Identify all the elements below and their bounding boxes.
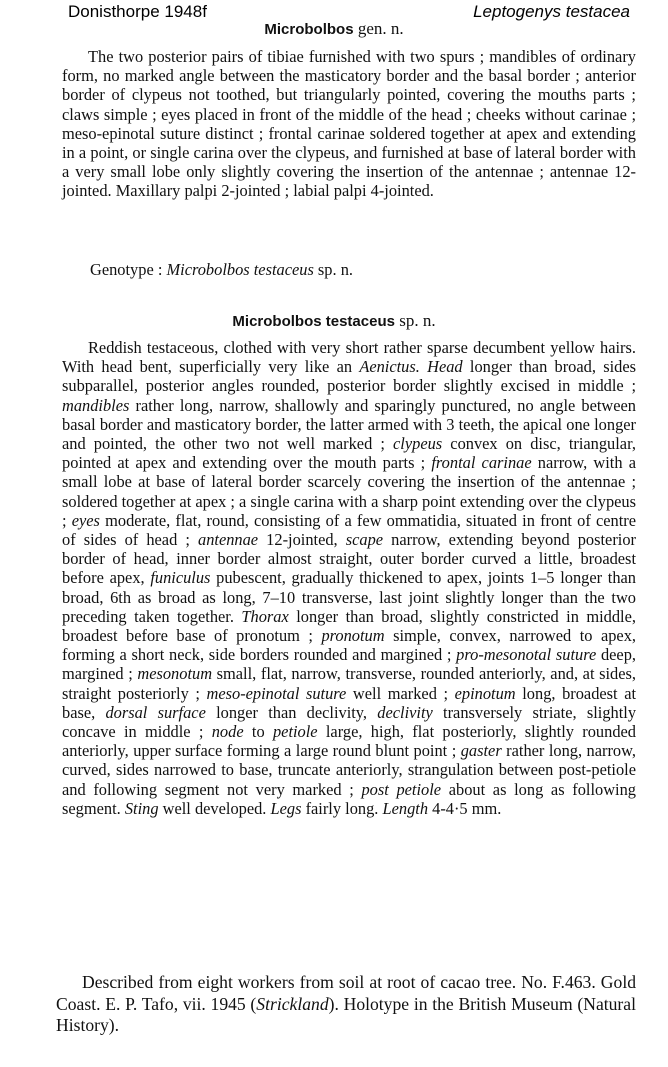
genotype-suffix: sp. n. bbox=[313, 260, 353, 279]
species-description: Reddish testaceous, clothed with very short rather sparse decumbent yellow hairs. With head bent, superficially very like an Aenictus. Head longer than broad, sides subparallel, posterior angles rounded, posterior border slightly excised in middle ; mandibles rather long, narrow, shallowly and sparingly punctured, no angle between basal border and masticatory border, the latter armed with 3 teeth, the apical one longer and pointed, the other two not well marked ; clypeus convex on disc, triangular, pointed at apex and extending over the mouth parts ; frontal carinae narrow, with a small lobe at base of lateral border scarcely covering the insertion of the antennae ; soldered together at apex ; a single carina with a sharp point extending over the clypeus ; eyes moderate, flat, round, consisting of a few ommatidia, situated in front of centre of sides of head ; antennae 12-jointed, scape narrow, extending beyond posterior border of head, inner border almost straight, outer border curved a little, broadest before apex, funiculus pubescent, gradually thickened to apex, joints 1–5 longer than broad, 6th as broad as long, 7–10 transverse, last joint slightly longer than the two preceding taken together. Thorax longer than broad, slightly constricted in middle, broadest before base of pronotum ; pronotum simple, convex, narrowed to apex, forming a short neck, side borders rounded and margined ; pro-mesonotal suture deep, margined ; mesonotum small, flat, narrow, transverse, rounded anteriorly, and, at sides, straight posteriorly ; meso-epinotal suture well marked ; epinotum long, broadest at base, dorsal surface longer than declivity, declivity transversely striate, slightly concave in middle ; node to petiole large, high, flat posteriorly, slightly rounded anteriorly, upper surface forming a large round blunt point ; gaster rather long, narrow, curved, sides narrowed to base, truncate anteriorly, strangulation between post-petiole and following segment not very marked ; post petiole about as long as following segment. Sting well developed. Legs fairly long. Length 4-4·5 mm. bbox=[62, 338, 637, 818]
genotype-line bbox=[90, 260, 353, 280]
genotype-label: Genotype : bbox=[90, 260, 167, 279]
species-suffix: sp. n. bbox=[394, 311, 436, 330]
genotype-name: Microbolbos testaceus bbox=[166, 260, 314, 279]
material-examined: Described from eight workers from soil at root of cacao tree. No. F.463. Gold Coast. E. P. Tafo, vii. 1945 (Strickland). Holotype in the British Museum (Natural History). bbox=[56, 972, 636, 1035]
species-title bbox=[0, 311, 668, 331]
header-author-year: Donisthorpe 1948f bbox=[68, 2, 207, 21]
species-name: Microbolbos testaceus bbox=[232, 313, 395, 330]
genus-title bbox=[0, 19, 668, 39]
genus-name: Microbolbos bbox=[264, 21, 354, 38]
header-species-name: Leptogenys testacea bbox=[473, 2, 630, 21]
genus-description: The two posterior pairs of tibiae furnished with two spurs ; mandibles of ordinary form, no marked angle between the masticatory border and the basal border ; anterior border of clypeus not toothed, but triangularly pointed, covering the mouths parts ; claws simple ; eyes placed in front of the middle of the head ; cheeks without carinae ; meso-epinotal suture distinct ; frontal carinae soldered together at apex and extending in a point, or single carina over the clypeus, and furnished at base of lateral border with a very small lobe only slightly covering the insertion of the antennae ; antennae 12-jointed. Maxillary palpi 2-jointed ; labial palpi 4-jointed. bbox=[62, 47, 636, 201]
genus-suffix: gen. n. bbox=[353, 19, 404, 38]
